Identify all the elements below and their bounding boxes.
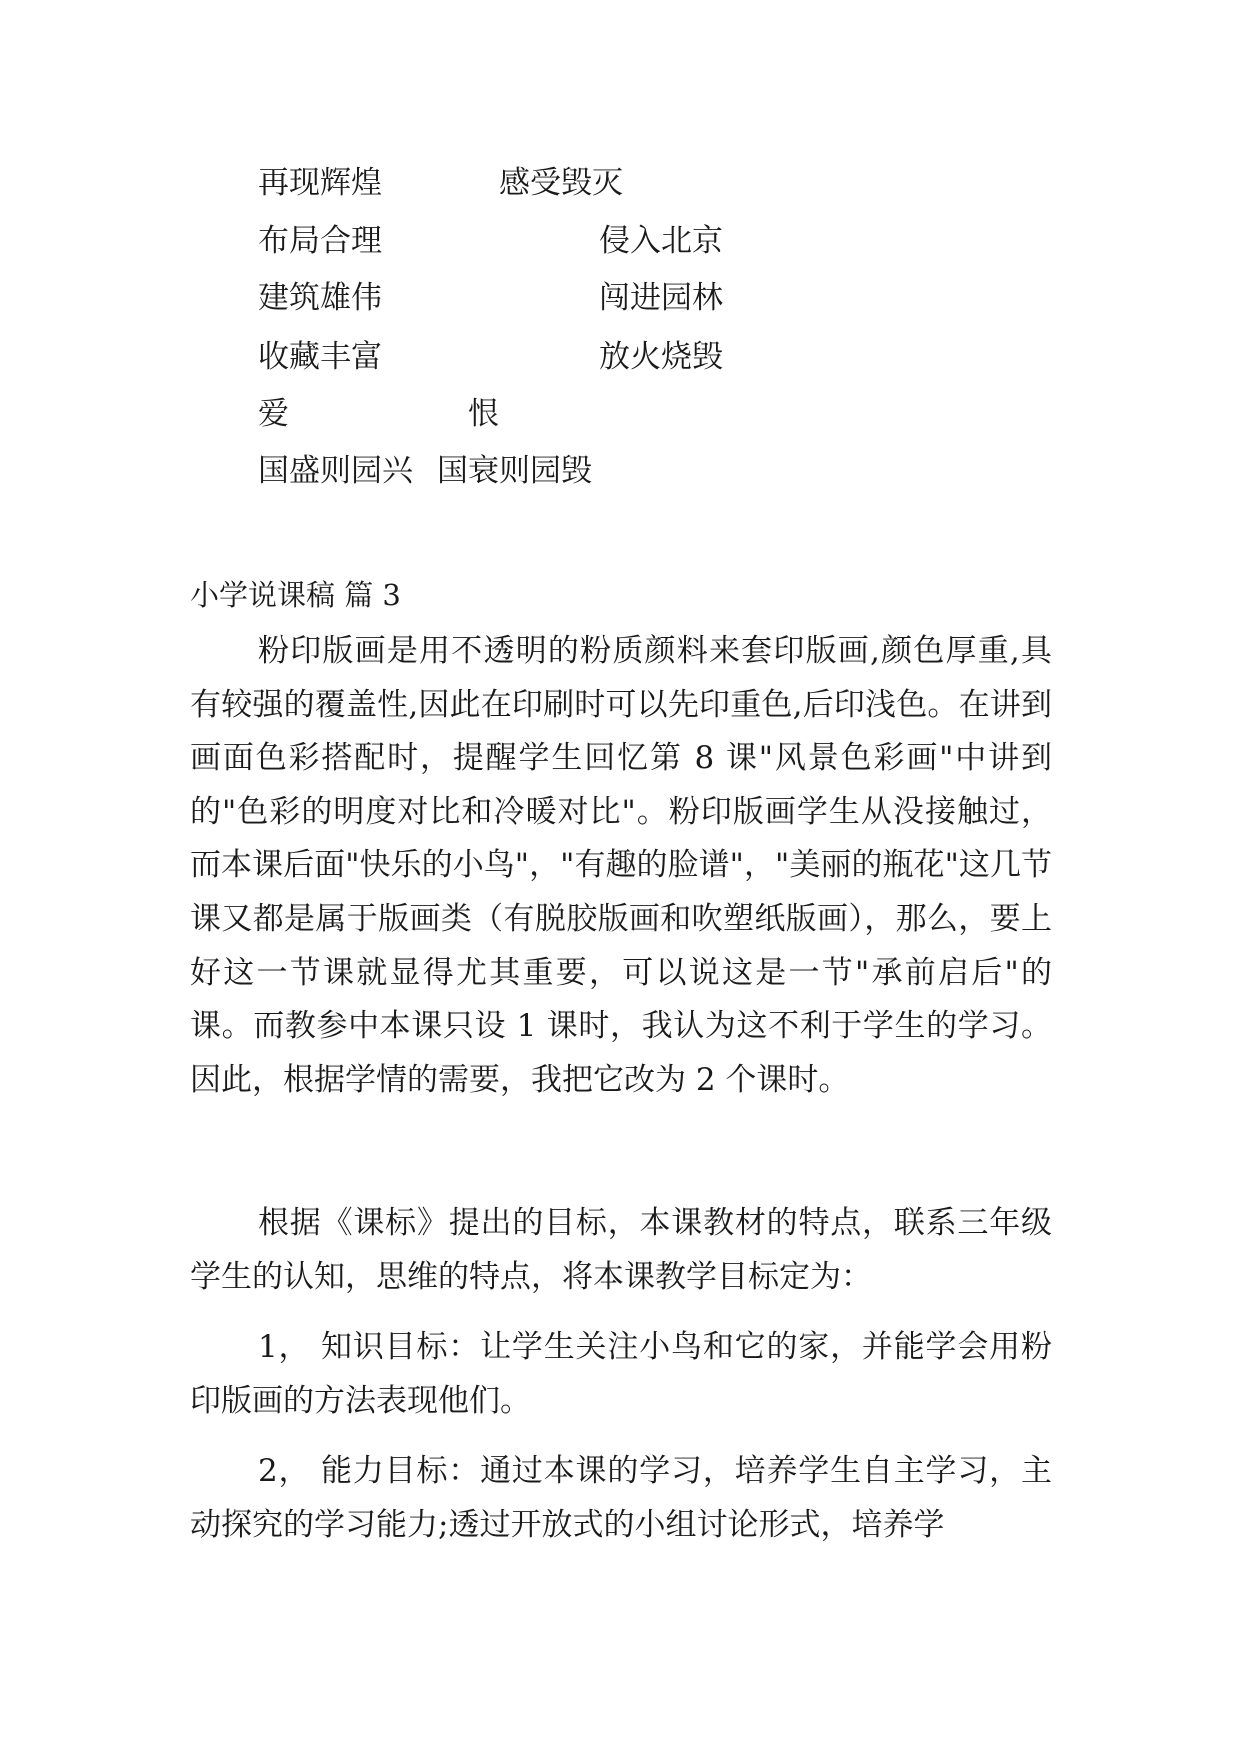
outline-left-1: 再现辉煌 (258, 165, 382, 201)
outline-row-4 (258, 337, 382, 377)
outline-row-3 (258, 278, 382, 318)
outline-row-5 (258, 394, 289, 434)
outline-right-3: 闯进园林 (599, 280, 723, 316)
outline-left-4: 收藏丰富 (258, 339, 382, 375)
paragraph-1: 粉印版画是用不透明的粉质颜料来套印版画,颜色厚重,具有较强的覆盖性,因此在印刷时可以先印重色,后印浅色。在讲到画面色彩搭配时，提醒学生回忆第 8 课"风景色彩画"中讲到的"色彩的明度对比和冷暖对比"。粉印版画学生从没接触过，而本课后面"快乐的小鸟"，"有趣的脸谱"，"美丽的瓶花"这几节课又都是属于版画类（有脱胶版画和吹塑纸版画），那么，要上好这一节课就显得尤其重要，可以说这是一节"承前启后"的课。而教参中本课只设 1 课时，我认为这不利于学生的学习。因此，根据学情的需要，我把它改为 2 个课时。 (190, 633, 1052, 1098)
paragraph-3: 1， 知识目标：让学生关注小鸟和它的家，并能学会用粉印版画的方法表现他们。 (190, 1329, 1052, 1419)
outline-left-3: 建筑雄伟 (258, 280, 382, 316)
outline-row-1 (258, 163, 382, 203)
outline-right-5: 恨 (468, 396, 499, 432)
paragraph-2: 根据《课标》提出的目标，本课教材的特点，联系三年级学生的认知，思维的特点，将本课教学目标定为： (190, 1205, 1052, 1295)
outline-row-6 (258, 451, 413, 491)
paragraph-4: 2， 能力目标：通过本课的学习，培养学生自主学习，主动探究的学习能力;透过开放式的小组讨论形式，培养学 (190, 1453, 1052, 1543)
outline-right-1: 感受毁灭 (499, 165, 623, 201)
outline-right-4: 放火烧毁 (599, 339, 723, 375)
section-title: 小学说课稿 篇 3 (190, 578, 401, 612)
outline-right-6: 国衰则园毁 (437, 453, 592, 489)
outline-right-2: 侵入北京 (599, 223, 723, 259)
outline-left-5: 爱 (258, 396, 289, 432)
outline-left-2: 布局合理 (258, 223, 382, 259)
outline-row-2 (258, 221, 382, 261)
outline-left-6: 国盛则园兴 (258, 453, 413, 489)
